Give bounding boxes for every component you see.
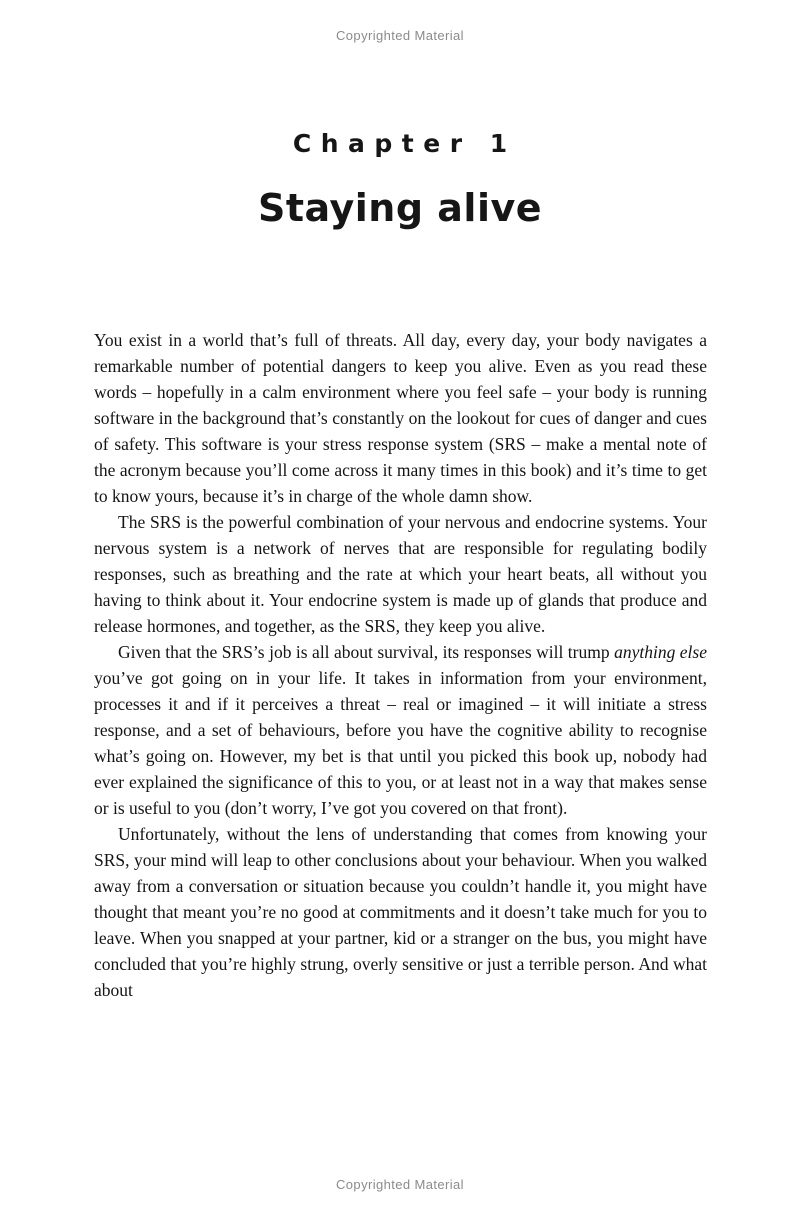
text-run: Given that the SRS’s job is all about survival, its responses will trump xyxy=(118,642,615,662)
text-run: You exist in a world that’s full of threats. All day, every day, your body navigates a remarkable number of potential dangers to keep you alive. Even as you read these words – hopefully in a calm environment where you feel safe – your body is running software in the background that’s constantly on the lookout for cues of danger and cues of safety. This software is your stress response system (SRS – make a mental note of the acronym because you’ll come across it many times in this book) and it’s time to get to know yours, because it’s in charge of the whole damn show. xyxy=(94,330,707,506)
paragraph xyxy=(94,509,707,639)
page-body xyxy=(94,327,707,1003)
paragraph xyxy=(94,821,707,1003)
italic-text-run: anything else xyxy=(614,642,707,662)
text-run: Unfortunately, without the lens of understanding that comes from knowing your SRS, your mind will leap to other conclusions about your behaviour. When you walked away from a conversation or situation because you couldn’t handle it, you might have thought that meant you’re no good at commitments and it doesn’t take much for you to leave. When you snapped at your partner, kid or a stranger on the bus, you might have concluded that you’re highly strung, overly sensitive or just a terrible person. And what about xyxy=(94,824,707,1000)
copyright-notice-top: Copyrighted Material xyxy=(336,28,464,43)
copyright-notice-bottom: Copyrighted Material xyxy=(336,1177,464,1192)
paragraph xyxy=(94,639,707,821)
text-run: you’ve got going on in your life. It takes in information from your environment, processes it and if it perceives a threat – real or imagined – it will initiate a stress response, and a set of behaviours, before you have the cognitive ability to recognise what’s going on. However, my bet is that until you picked this book up, nobody had ever explained the significance of this to you, or at least not in a way that makes sense or is useful to you (don’t worry, I’ve got you covered on that front). xyxy=(94,668,707,818)
chapter-title: Staying alive xyxy=(257,186,543,230)
paragraph xyxy=(94,327,707,509)
chapter-label: Chapter 1 xyxy=(292,129,517,158)
text-run: The SRS is the powerful combination of your nervous and endocrine systems. Your nervous system is a network of nerves that are responsible for regulating bodily responses, such as breathing and the rate at which your heart beats, all without you having to think about it. Your endocrine system is made up of glands that produce and release hormones, and together, as the SRS, they keep you alive. xyxy=(94,512,707,636)
